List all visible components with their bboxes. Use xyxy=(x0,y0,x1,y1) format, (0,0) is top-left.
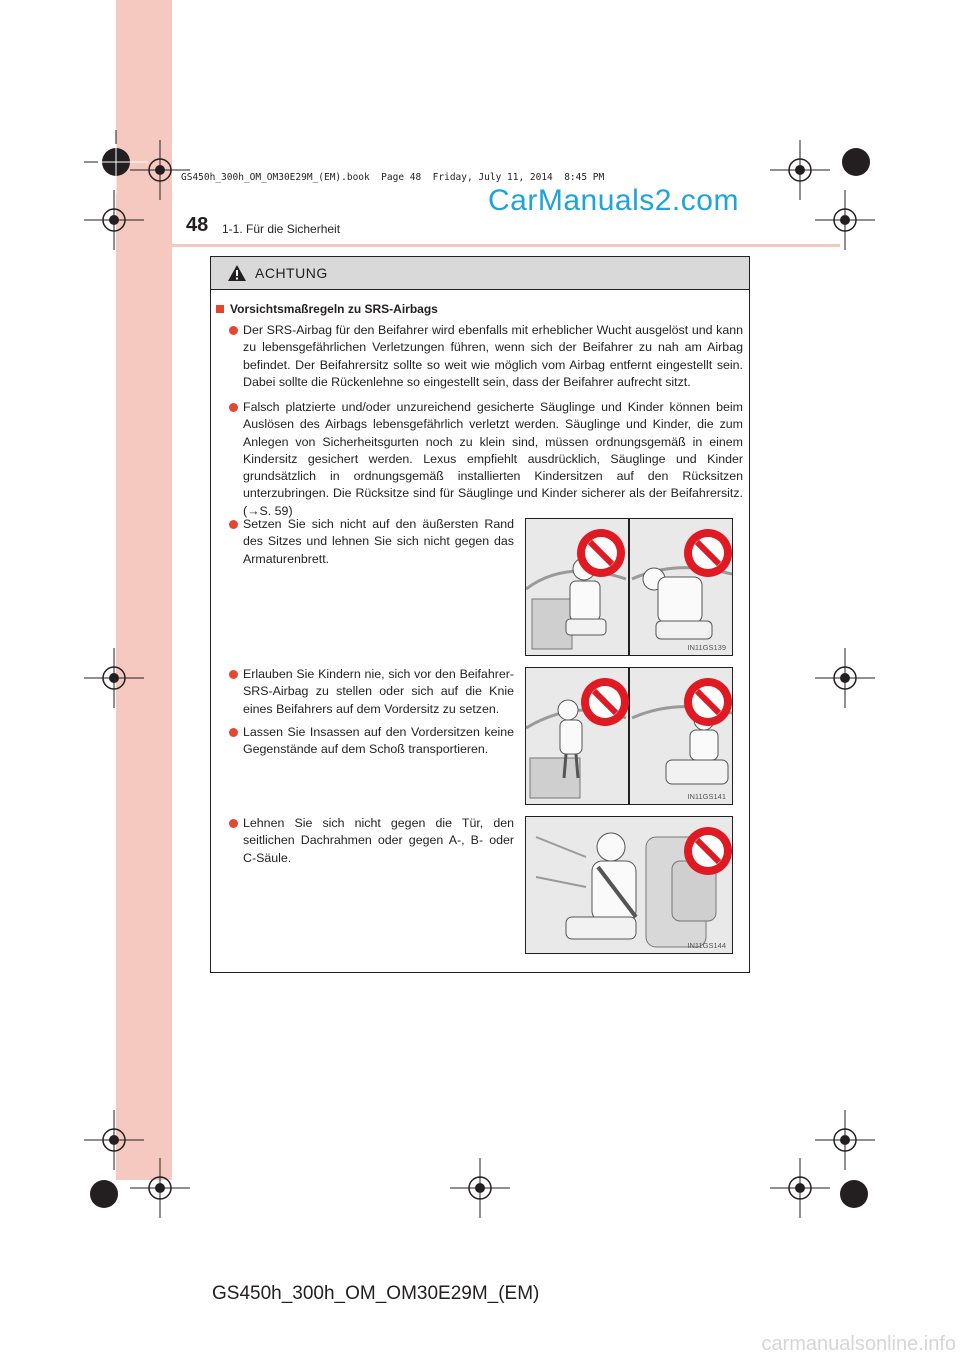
bullet-item xyxy=(243,516,514,568)
crosshair-icon xyxy=(450,1158,510,1218)
bullet-dot-icon xyxy=(229,670,238,679)
bullet-text: Falsch platzierte und/oder unzureichend gesicherte Säuglinge und Kinder können beim Auslösen des Airbags lebensgefährlich verletzt werden. Säuglinge und Kinder, die zum Anlegen von Sicherheitsgurten noch zu klein sind, müssen ordnungsgemäß in einem Kindersitz gesichert werden. Lexus empfiehlt ausdrücklich, Säuglinge und Kinder grundsätzlich in ordnungsgemäß installierten Kindersitzen auf den Rücksitzen unterzubringen. Die Rücksitze sind für Säuglinge und Kinder sicherer als der Beifahrersitz. (→S. 59) xyxy=(243,400,743,518)
bullet-item xyxy=(243,815,514,867)
crosshair-icon xyxy=(815,648,875,708)
illustration-drawing xyxy=(526,519,733,656)
bullet-dot-icon xyxy=(229,326,238,335)
watermark-carmanualsonline: carmanualsonline.info xyxy=(761,1333,956,1355)
header-rule xyxy=(116,244,840,247)
illustration-code: IN11GS139 xyxy=(687,643,726,652)
bullet-item xyxy=(243,724,514,759)
bullet-item xyxy=(243,399,743,520)
illustration-code: IN11GS141 xyxy=(687,792,726,801)
section-title: 1-1. Für die Sicherheit xyxy=(222,222,341,236)
illustration-seat-edge xyxy=(525,518,733,656)
illustration-child-airbag xyxy=(525,667,733,805)
warning-title: ACHTUNG xyxy=(255,265,328,281)
bullet-dot-icon xyxy=(229,819,238,828)
illustration-drawing xyxy=(526,668,733,805)
illustration-code: IN11GS144 xyxy=(687,941,726,950)
crosshair-icon xyxy=(84,648,144,708)
registration-dot-icon xyxy=(86,1176,122,1212)
crosshair-icon xyxy=(815,190,875,250)
bullet-text: Erlauben Sie Kindern nie, sich vor den Beifahrer-SRS-Airbag zu stellen oder sich auf die Knie eines Beifahrers auf dem Vordersitz zu setzen. xyxy=(243,667,514,716)
bullet-text: Der SRS-Airbag für den Beifahrer wird ebenfalls mit erheblicher Wucht ausgelöst und kann zu lebensgefährlichen Verletzungen führen, wenn sich der Beifahrer zu nah am Airbag befindet. Der Beifahrersitz sollte so weit wie möglich vom Airbag entfernt eingestellt sein. Dabei sollte die Rückenlehne so eingestellt sein, dass der Beifahrer aufrecht sitzt. xyxy=(243,323,743,389)
warning-subheading xyxy=(216,302,438,316)
bullet-item xyxy=(243,666,514,718)
crosshair-icon xyxy=(84,190,144,250)
bullet-item xyxy=(243,322,743,391)
warning-subheading-text: Vorsichtsmaßregeln zu SRS-Airbags xyxy=(230,302,438,316)
warning-header xyxy=(211,257,749,290)
illustration-lean-door xyxy=(525,816,733,954)
square-bullet-icon xyxy=(216,305,224,313)
illustration-drawing xyxy=(526,817,733,954)
bullet-dot-icon xyxy=(229,403,238,412)
bullet-dot-icon xyxy=(229,728,238,737)
footer-document-code: GS450h_300h_OM_OM30E29M_(EM) xyxy=(212,1283,540,1304)
file-stamp: GS450h_300h_OM_OM30E29M_(EM).book Page 48 Friday, July 11, 2014 8:45 PM xyxy=(181,172,605,183)
page-number: 48 xyxy=(186,214,209,236)
crosshair-icon xyxy=(130,1158,190,1218)
watermark-carmanuals: CarManuals2.com xyxy=(488,184,739,217)
warning-triangle-icon xyxy=(227,264,247,282)
registration-dot-icon xyxy=(838,144,874,180)
bullet-text: Setzen Sie sich nicht auf den äußersten Rand des Sitzes und lehnen Sie sich nicht gegen das Armaturenbrett. xyxy=(243,517,514,566)
bullet-text: Lassen Sie Insassen auf den Vordersitzen keine Gegenstände auf dem Schoß transportieren. xyxy=(243,725,514,757)
registration-dot-icon xyxy=(836,1176,872,1212)
crosshair-icon xyxy=(815,1110,875,1170)
bullet-dot-icon xyxy=(229,520,238,529)
bullet-text: Lehnen Sie sich nicht gegen die Tür, den seitlichen Dachrahmen oder gegen A-, B- oder C-Säule. xyxy=(243,816,514,865)
